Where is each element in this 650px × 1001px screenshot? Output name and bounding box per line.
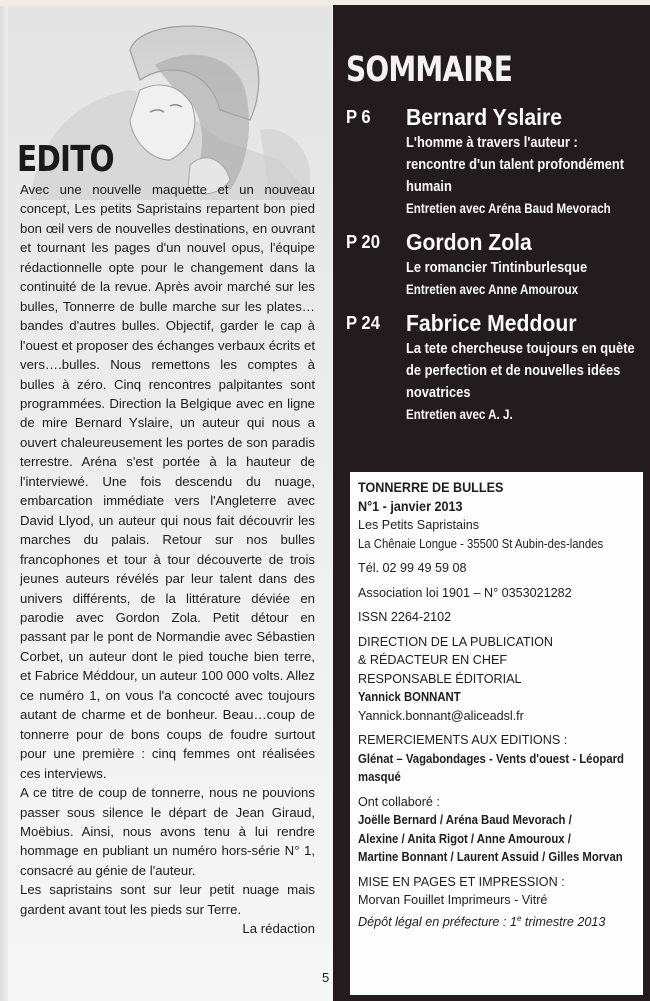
edito-paragraph: A ce titre de coup de tonnerre, nous ne pouvions passer sous silence le départ de Jean Giraud, Moëbius. Ainsi, nous avons tenu à lui rendre hommage en publiant un numéro hors-série N° 1, consacré au génie de l'auteur.: [20, 785, 315, 878]
toc-author-name: Bernard Yslaire: [406, 104, 563, 130]
direction-line: & RÉDACTEUR EN CHEF: [358, 653, 508, 667]
edito-body: [20, 180, 315, 939]
direction-line: DIRECTION DE LA PUBLICATION: [358, 634, 554, 649]
issn: ISSN 2264-2102: [358, 610, 452, 624]
toc-description: Le romancier Tintinburlesque: [406, 259, 588, 276]
sommaire-title: SOMMAIRE: [346, 50, 513, 90]
page-number: 5: [322, 970, 330, 985]
legal-deposit-prefix: Dépôt légal en préfecture : 1: [358, 914, 517, 929]
issue-number: N°1 - janvier 2013: [358, 498, 463, 514]
director-name: Yannick BONNANT: [358, 690, 461, 704]
collab-line: Alexine / Anita Rigot / Anne Amouroux /: [358, 831, 571, 846]
publisher: Les Petits Sapristains: [358, 518, 480, 532]
toc-credit: Entretien avec A. J.: [406, 407, 513, 422]
toc-description: L'homme à travers l'auteur : rencontre d'un talent profondément humain: [406, 134, 625, 195]
thanks-line: Glénat – Vagabondages - Vents d'ouest - Léopard: [358, 751, 624, 766]
collab-label: Ont collaboré :: [358, 794, 440, 809]
legal-deposit: [358, 910, 640, 932]
edito-paragraph: Avec une nouvelle maquette et un nouveau concept, Les petits Sapristains repartent bon pied bon œil vers de nouvelles destinations, en ouvrant et tournant les pages d'un nouvel opus, l'équipe rédactionnelle opte pour le changement dans la continuité de la revue. Après avoir marché sur les bulles, Tonnerre de bulle marche sur les plates… bandes d'autres bulles. Objectif, garder le cap à l'ouest et proposer des échanges verbaux écrits et vers….bulles. Nous remettons les comptes à bulles à zéro. Cinq rencontres palpitantes sont programmées. Direction la Belgique avec en ligne de mire Bernard Yslaire, un auteur qui nous a ouvert chaleureusement les portes de son paradis terrestre. Aréna s'est portée à la hauteur de l'interviewé. Une fois descendu du nuage, embarcation immédiate vers l'Angleterre avec David Llyod, un auteur qui nous fait découvrir les marches du palais. Retour sur nos bulles francophones et tour à tour découverte de trois jeunes auteurs révélés par leur talent dans des univers différents, de la littérature déviée en parodie avec Gordon Zola. Petit détour en passant par le pont de Normandie avec Sébastien Corbet, un auteur dont le pied touche bien terre, et Fabrice Méddour, un auteur 100 000 volts. Allez ce numéro 1, on vous l'a concocté avec toujours autant de charme et de bonheur. Beau…coup de tonnerre pour de bons coups de foudre surtout pour une première : cinq femmes ont réalisées ces interviews.: [20, 182, 315, 781]
edito-paragraph: Les sapristains sont sur leur petit nuage mais gardent avant tout les pieds sur Terre.: [20, 882, 315, 917]
edito-title: EDITO: [17, 139, 114, 180]
director-email[interactable]: Yannick.bonnant@aliceadsl.fr: [358, 708, 524, 723]
toc-description: La tete chercheuse toujours en quète de perfection et de nouvelles idées novatrices: [406, 340, 635, 401]
toc-author-name: Fabrice Meddour: [406, 310, 577, 336]
toc-author-name: Gordon Zola: [406, 229, 532, 255]
printer: Morvan Fouillet Imprimeurs - Vitré: [358, 893, 548, 907]
toc-page-number: P 24: [346, 312, 380, 333]
toc-page-number: P 6: [346, 106, 371, 127]
print-label: MISE EN PAGES ET IMPRESSION :: [358, 874, 565, 889]
table-of-contents: [346, 103, 646, 434]
collab-line: Martine Bonnant / Laurent Assuid / Gilles Morvan: [358, 850, 623, 864]
association: Association loi 1901 – N° 0353021282: [358, 585, 572, 600]
toc-credit: Entretien avec Anne Amouroux: [406, 282, 579, 297]
toc-entry[interactable]: [346, 309, 646, 426]
edito-signature: La rédaction: [242, 921, 315, 937]
toc-credit: Entretien avec Aréna Baud Mevorach: [406, 201, 611, 216]
toc-page-number: P 20: [346, 231, 380, 252]
collab-line: Joëlle Bernard / Aréna Baud Mevorach /: [358, 813, 572, 827]
colophon: [358, 478, 640, 931]
legal-deposit-sup: e: [516, 913, 522, 923]
direction-line: RESPONSABLE ÉDITORIAL: [358, 671, 522, 686]
thanks-line: masqué: [358, 770, 401, 784]
thanks-label: REMERCIEMENTS AUX EDITIONS :: [358, 733, 568, 747]
address: La Chênaie Longue - 35500 St Aubin-des-landes: [358, 536, 604, 551]
legal-deposit-suffix: trimestre 2013: [521, 914, 606, 929]
page-gutter: [0, 6, 8, 1001]
toc-entry[interactable]: [346, 228, 646, 301]
phone: Tél. 02 99 49 59 08: [358, 561, 467, 575]
toc-entry[interactable]: [346, 103, 646, 220]
magazine-name: TONNERRE DE BULLES: [358, 479, 504, 495]
